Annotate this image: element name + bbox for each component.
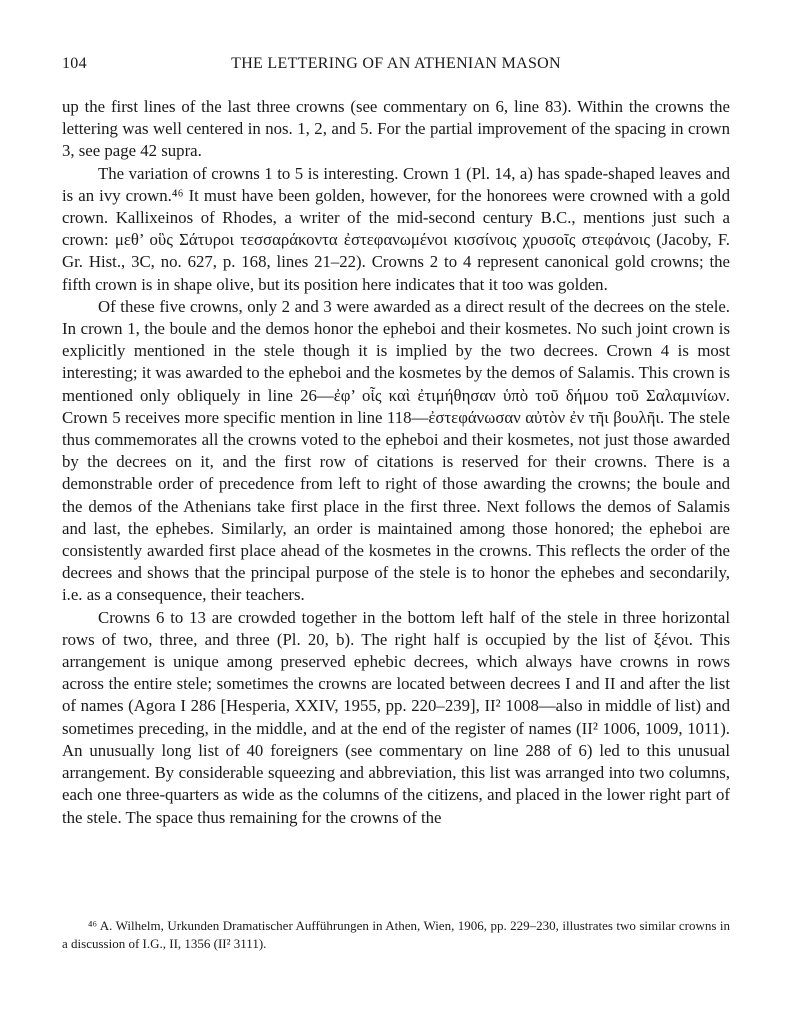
paragraph: Of these five crowns, only 2 and 3 were awarded as a direct result of the decrees on the stele. In crown 1, the boule and the demos honor the epheboi and their kosmetes. No such joint crown is explicitly mentioned in the stele though it is implied by the two decrees. Crown 4 is most interesting; it was awarded to the epheboi and the kosmetes by the demos of Salamis. This crown is mentioned only obliquely in line 26—ἐφ’ οἷς καὶ ἐτιμήθησαν ὑπὸ τοῦ δήμου τοῦ Σαλαμινίων. Crown 5 receives more specific mention in line 118—ἐστεφάνωσαν αὐτὸν ἐν τῆι βουλῆι. The stele thus commemorates all the crowns voted to the epheboi and their kosmetes, not just those awarded by the decrees on it, and the first row of citations is reserved for their crowns. There is a demonstrable order of precedence from left to right of those awarding the crowns; the boule and the demos of the Athenians take first place in the first three. Next follows the demos of Salamis and last, the ephebes. Similarly, an order is maintained among those honored; the epheboi are consistently awarded first place ahead of the kosmetes in the crowns. This reflects the order of the decrees and shows that the principal purpose of the stele is to honor the ephebes and secondarily, i.e. as a consequence, their teachers. [62, 296, 731, 605]
running-title: THE LETTERING OF AN ATHENIAN MASON [231, 55, 561, 72]
page-header [62, 55, 730, 79]
paragraph: Crowns 6 to 13 are crowded together in the bottom left half of the stele in three horizontal rows of two, three, and three (Pl. 20, b). The right half is occupied by the list of ξένοι. This arrangement is unique among preserved ephebic decrees, which always have crowns in rows across the entire stele; sometimes the crowns are located between decrees I and II and after the list of names (Agora I 286 [Hesperia, XXIV, 1955, pp. 220–239], II² 1008—also in middle of list) and sometimes preceding, in the middle, and at the end of the register of names (II² 1006, 1009, 1011). An unusually long list of 40 foreigners (see commentary on line 288 of 6) led to this unusual arrangement. By considerable squeezing and abbreviation, this list was arranged into two columns, each one three-quarters as wide as the columns of the citizens, and placed in the lower right part of the stele. The space thus remaining for the crowns of the [62, 607, 730, 827]
footnote: ⁴⁶ A. Wilhelm, Urkunden Dramatischer Aufführungen in Athen, Wien, 1906, pp. 229–230, illustrates two similar crowns in a discussion of I.G., II, 1356 (II² 3111). [62, 918, 730, 951]
paragraph: up the first lines of the last three crowns (see commentary on 6, line 83). Within the crowns the lettering was well centered in nos. 1, 2, and 5. For the partial improvement of the spacing in crown 3, see page 42 supra. [62, 97, 730, 161]
page-number: 104 [62, 55, 87, 72]
body-text [62, 96, 730, 829]
footnotes [62, 917, 730, 953]
paragraph: The variation of crowns 1 to 5 is interesting. Crown 1 (Pl. 14, a) has spade-shaped leaves and is an ivy crown.⁴⁶ It must have been golden, however, for the honorees were crowned with a gold crown. Kallixeinos of Rhodes, a writer of the mid-second century B.C., mentions just such a crown: μεθ’ οὓς Σάτυροι τεσσαράκοντα ἐστεφανωμένοι κισσίνοις χρυσοῖς στεφάνοις (Jacoby, F. Gr. Hist., 3C, no. 627, p. 168, lines 21–22). Crowns 2 to 4 represent canonical gold crowns; the fifth crown is in shape olive, but its position here indicates that it too was golden. [62, 163, 730, 294]
page [62, 55, 730, 829]
